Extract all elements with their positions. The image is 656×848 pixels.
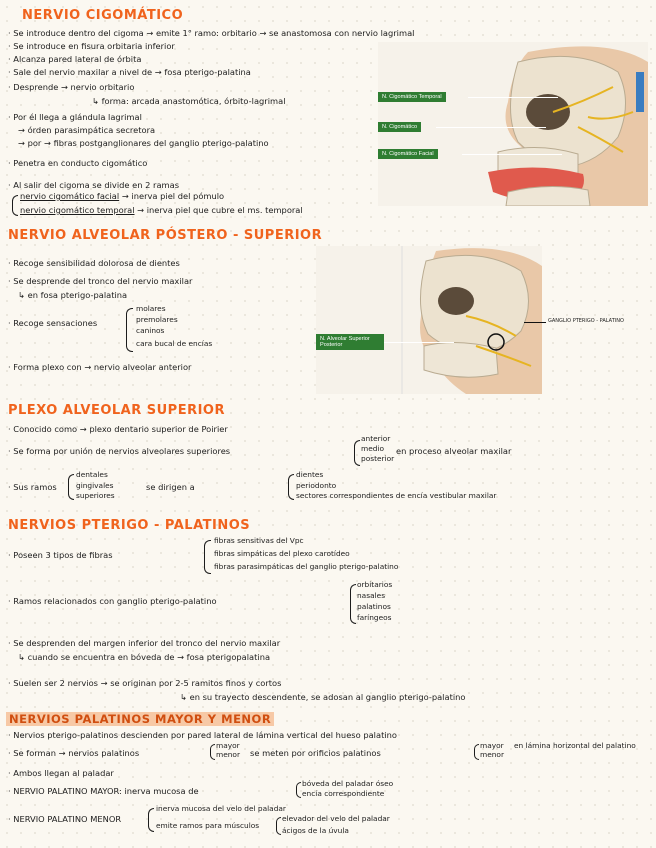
text-line: · Forma plexo con → nervio alveolar anterior	[8, 362, 192, 372]
title-alveolar-postero-superior: NERVIO ALVEOLAR PÓSTERO - SUPERIOR	[8, 228, 323, 243]
text-line: · Nervios pterigo-palatinos descienden por pared lateral de lámina vertical del hueso palatino	[8, 730, 397, 740]
list-item: ácigos de la úvula	[282, 826, 349, 835]
list-item: menor	[216, 750, 240, 759]
list-item: faríngeos	[357, 613, 392, 622]
list-item: orbitarios	[357, 580, 393, 589]
text-line: · Se introduce en fisura orbitaria inferior	[8, 41, 175, 51]
text-line: · Desprende → nervio orbitario	[8, 82, 135, 92]
figure-label: N. Alveolar Superior Posterior	[316, 334, 384, 350]
anatomy-figure-cigomatico	[378, 42, 648, 206]
list-item: dientes	[296, 470, 324, 479]
list-item: gingivales	[76, 481, 114, 490]
list-item: caninos	[136, 326, 165, 335]
text-line: se meten por orificios palatinos	[250, 748, 381, 758]
text-line: · Ramos relacionados con ganglio pterigo-palatino	[8, 596, 217, 606]
anatomy-figure-alveolar	[316, 246, 542, 394]
figure-label: N. Cigomático Facial	[378, 149, 438, 159]
text-line: ↳ forma: arcada anastomótica, órbito-lagrimal	[92, 96, 286, 106]
list-item: nasales	[357, 591, 386, 600]
list-item: superiores	[76, 491, 115, 500]
text-line: → órden parasimpática secretora	[18, 125, 156, 135]
list-item: mayor	[480, 741, 504, 750]
title-nervio-cigomatico: NERVIO CIGOMÁTICO	[22, 8, 184, 23]
list-item: sectores correspondientes de encía vestibular maxilar	[296, 491, 497, 500]
list-item: inerva mucosa del velo del paladar	[156, 804, 286, 813]
text-line: · Penetra en conducto cigomático	[8, 158, 148, 168]
text-line: ↳ cuando se encuentra en bóveda de → fosa pterigopalatina	[18, 652, 271, 662]
text-line: nervio cigomático facial → inerva piel del pómulo	[20, 191, 225, 201]
text-line: · Sale del nervio maxilar a nivel de → fosa pterigo-palatina	[8, 67, 251, 77]
text-line: · Al salir del cigoma se divide en 2 ramas	[8, 180, 180, 190]
list-item: fibras simpáticas del plexo carotídeo	[214, 549, 350, 558]
text-line: · Recoge sensibilidad dolorosa de dientes	[8, 258, 180, 268]
skull-illustration	[316, 246, 542, 394]
list-item: molares	[136, 304, 166, 313]
text-line: · Sus ramos	[8, 482, 57, 492]
list-item: encía correspondiente	[302, 789, 385, 798]
text-line: · Suelen ser 2 nervios → se originan por 2-5 ramitos finos y cortos	[8, 678, 282, 688]
list-item: mayor	[216, 741, 240, 750]
pointer-line	[524, 322, 546, 323]
text-line: · Conocido como → plexo dentario superior de Poirier	[8, 424, 228, 434]
text-line: · Se desprenden del margen inferior del tronco del nervio maxilar	[8, 638, 281, 648]
list-item: elevador del velo del paladar	[282, 814, 390, 823]
figure-label: N. Cigomático Temporal	[378, 92, 446, 102]
list-item: dentales	[76, 470, 108, 479]
text-line: ↳ en su trayecto descendente, se adosan al ganglio pterigo-palatino	[180, 692, 466, 702]
list-item: palatinos	[357, 602, 391, 611]
text-line: · Por él llega a glándula lagrimal	[8, 112, 142, 122]
title-pterigo-palatinos: NERVIOS PTERIGO - PALATINOS	[8, 518, 251, 533]
text-line: · Ambos llegan al paladar	[8, 768, 114, 778]
list-item: menor	[480, 750, 504, 759]
text-line: · Poseen 3 tipos de fibras	[8, 550, 113, 560]
text-line: · NERVIO PALATINO MENOR	[8, 814, 122, 824]
text-line: ↳ en fosa pterigo-palatina	[18, 290, 128, 300]
list-item: posterior	[361, 454, 395, 463]
text-line: · Se desprende del tronco del nervio maxilar	[8, 276, 193, 286]
text-line: en proceso alveolar maxilar	[396, 446, 512, 456]
text-line: · Se introduce dentro del cigoma → emite 1° ramo: orbitario → se anastomosa con nervio lagrimal	[8, 28, 415, 38]
list-item: fibras sensitivas del Vpc	[214, 536, 304, 545]
text-line: se dirigen a	[146, 482, 195, 492]
text-line: · Recoge sensaciones	[8, 318, 98, 328]
title-plexo-alveolar-superior: PLEXO ALVEOLAR SUPERIOR	[8, 403, 225, 418]
list-item: fibras parasimpáticas del ganglio pterigo-palatino	[214, 562, 399, 571]
list-item: periodonto	[296, 481, 337, 490]
list-item: emite ramos para músculos	[156, 821, 260, 830]
figure-label: N. Cigomático	[378, 122, 421, 132]
text-line: · Alcanza pared lateral de órbita	[8, 54, 142, 64]
text-line: · Se forman → nervios palatinos	[8, 748, 140, 758]
figure-label: GANGLIO PTERIGO - PALATINO	[548, 318, 624, 324]
text-line: · Se forma por unión de nervios alveolares superiores	[8, 446, 231, 456]
text-line: en lámina horizontal del palatino	[514, 741, 636, 750]
list-item: anterior	[361, 434, 391, 443]
text-line: · NERVIO PALATINO MAYOR: inerva mucosa de	[8, 786, 199, 796]
text-line: → por → fibras postganglionares del ganglio pterigo-palatino	[18, 138, 269, 148]
list-item: bóveda del paladar óseo	[302, 779, 394, 788]
list-item: medio	[361, 444, 385, 453]
list-item: premolares	[136, 315, 178, 324]
list-item: cara bucal de encías	[136, 339, 213, 348]
text-line: nervio cigomático temporal → inerva piel que cubre el ms. temporal	[20, 205, 303, 215]
title-palatinos-mayor-menor: NERVIOS PALATINOS MAYOR Y MENOR	[6, 712, 274, 726]
